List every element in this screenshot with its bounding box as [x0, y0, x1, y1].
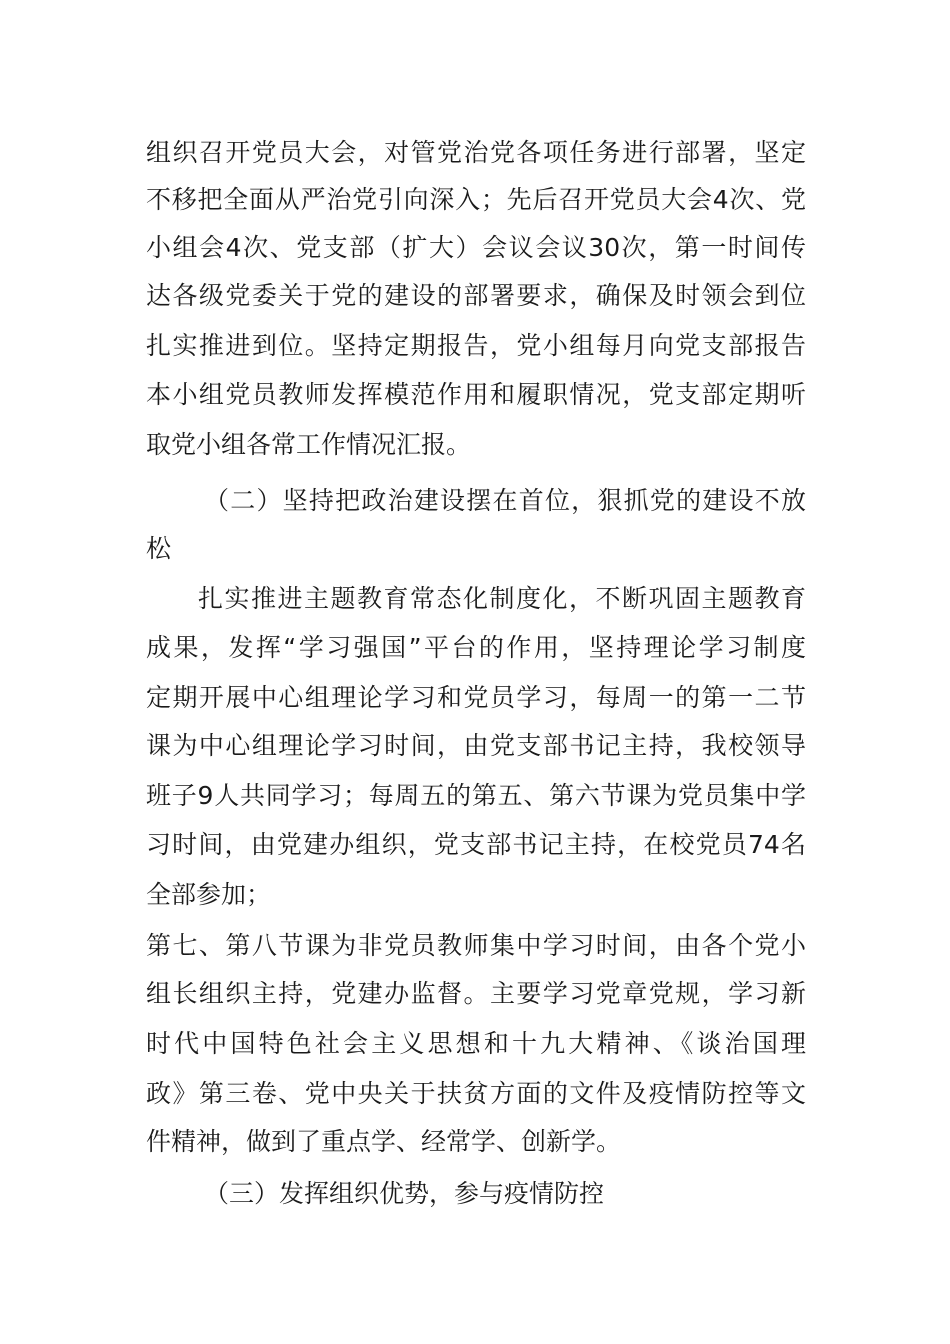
body-text-line: 习时间，由党建办组织，党支部书记主持，在校党员74名 — [146, 830, 806, 859]
section-heading-2-continued: 松 — [146, 534, 172, 563]
body-text-line: 全部参加； — [146, 880, 272, 909]
body-text-line: 组长组织主持，党建办监督。主要学习党章党规，学习新 — [146, 979, 806, 1008]
body-text-line: 不移把全面从严治党引向深入；先后召开党员大会4次、党 — [146, 185, 806, 214]
body-text-line: 件精神，做到了重点学、经常学、创新学。 — [146, 1127, 622, 1156]
paragraph-first-line: 扎实推进主题教育常态化制度化，不断巩固主题教育 — [198, 584, 806, 613]
body-text-line: 达各级党委关于党的建设的部署要求，确保及时领会到位 — [146, 281, 806, 310]
body-text-line: 班子9人共同学习；每周五的第五、第六节课为党员集中学 — [146, 781, 806, 810]
section-heading-3: （三）发挥组织优势，参与疫情防控 — [204, 1179, 605, 1208]
body-text-line: 小组会4次、党支部（扩大）会议会议30次，第一时间传 — [146, 233, 806, 262]
body-text-line: 扎实推进到位。坚持定期报告，党小组每月向党支部报告 — [146, 331, 806, 360]
body-text-line: 时代中国特色社会主义思想和十九大精神、《谈治国理 — [146, 1029, 806, 1058]
body-text-line: 课为中心组理论学习时间，由党支部书记主持，我校领导 — [146, 731, 806, 760]
body-text-line: 本小组党员教师发挥模范作用和履职情况，党支部定期听 — [146, 380, 806, 409]
body-text-line: 第七、第八节课为非党员教师集中学习时间，由各个党小 — [146, 931, 806, 960]
body-text-line: 成果，发挥“学习强国”平台的作用，坚持理论学习制度 — [146, 633, 806, 662]
body-text-line: 取党小组各常工作情况汇报。 — [146, 430, 472, 459]
body-text-line: 定期开展中心组理论学习和党员学习，每周一的第一二节 — [146, 683, 806, 712]
body-text-line: 组织召开党员大会，对管党治党各项任务进行部署，坚定 — [146, 138, 806, 167]
body-text-line: 政》第三卷、党中央关于扶贫方面的文件及疫情防控等文 — [146, 1079, 806, 1108]
section-heading-2: （二）坚持把政治建设摆在首位，狠抓党的建设不放 — [204, 486, 806, 515]
